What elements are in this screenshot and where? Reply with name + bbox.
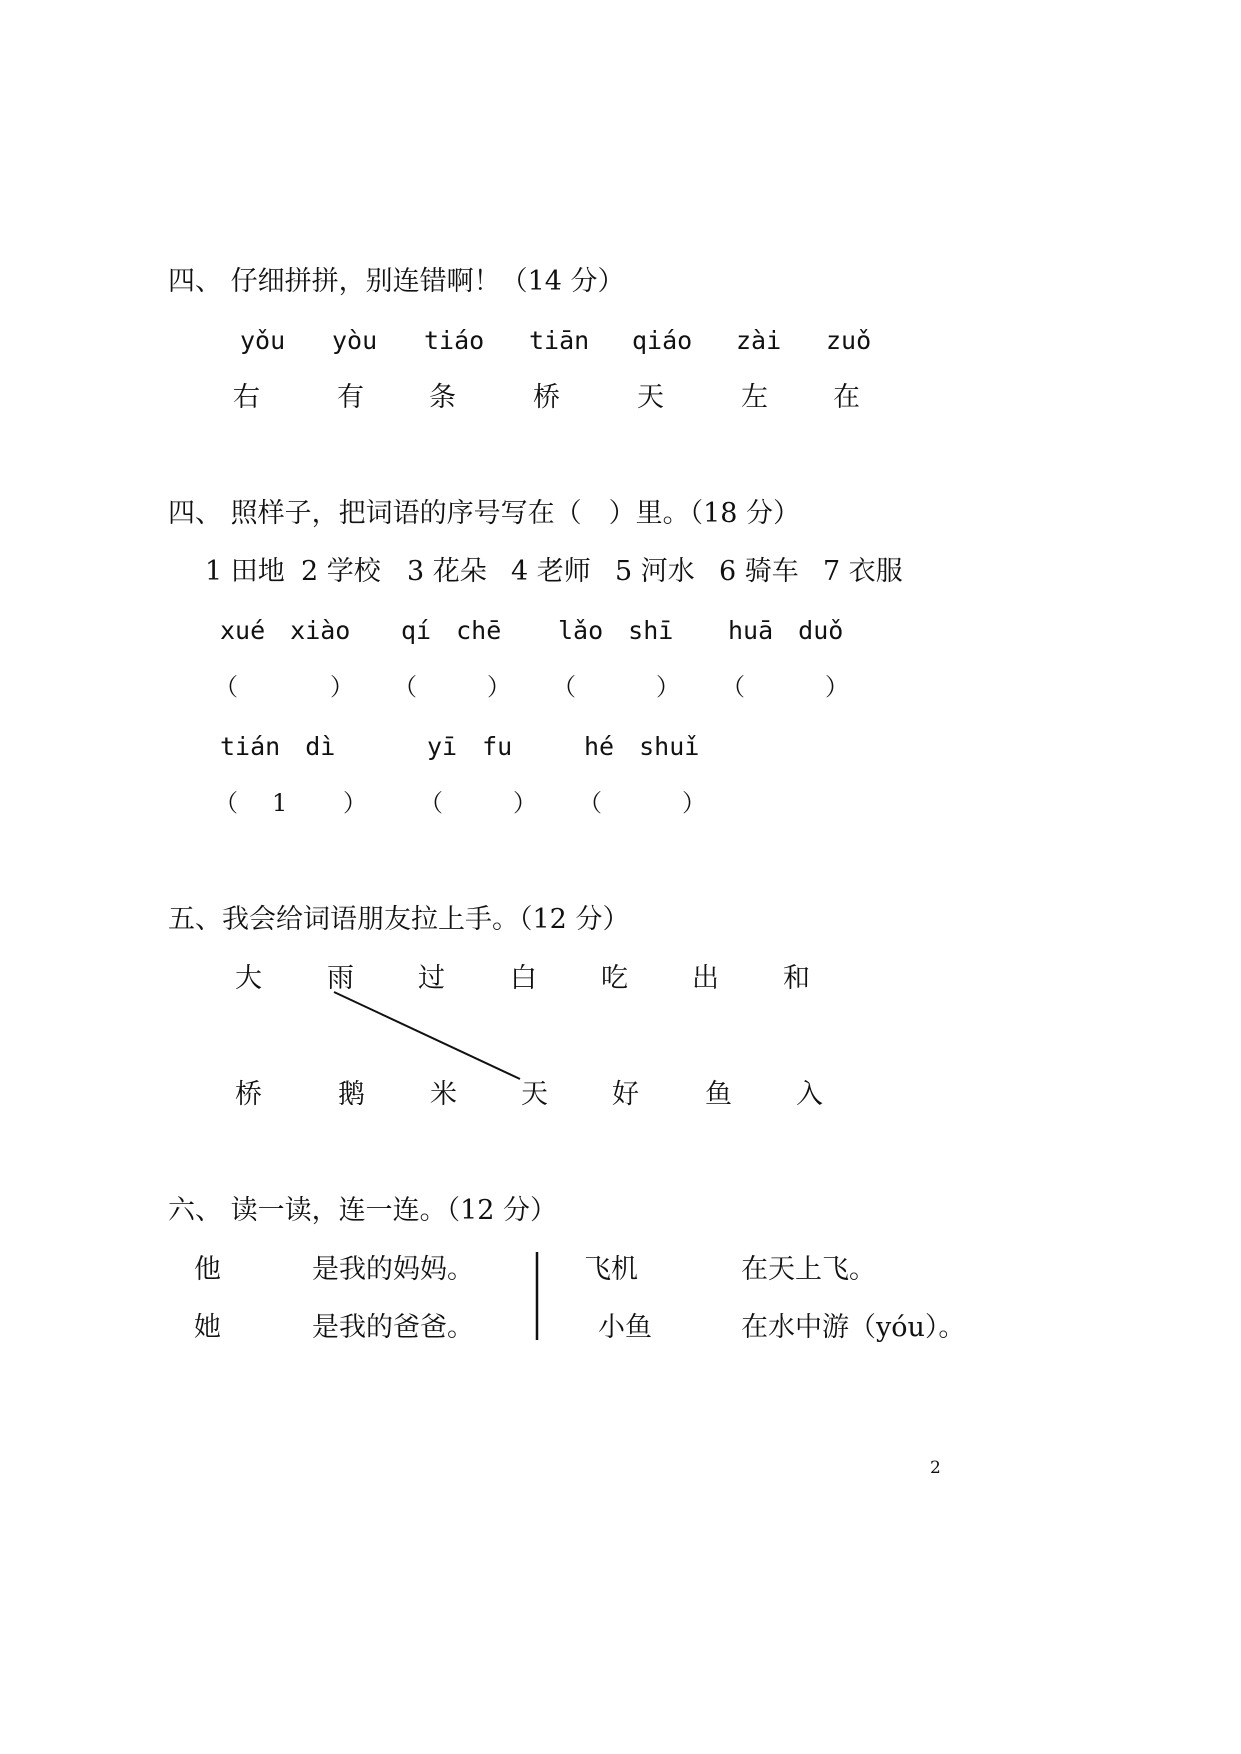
row2-pinyin-3: hé shuǐ (584, 732, 700, 761)
word-list-item: 6 骑车 (719, 556, 799, 587)
word-list-item: 3 花朵 (407, 556, 487, 587)
hanzi-4: 桥 (533, 382, 560, 413)
top-char: 和 (783, 963, 810, 994)
bottom-char: 入 (796, 1079, 823, 1110)
section-2-heading: 四、 照样子，把词语的序号写在（ ）里。（18 分） (168, 498, 801, 529)
bottom-char: 好 (612, 1079, 639, 1110)
left-subject: 他 (194, 1254, 221, 1285)
row2-pinyin-1: tián dì (220, 732, 336, 761)
hanzi-1: 右 (233, 382, 260, 413)
bottom-char: 鱼 (705, 1079, 732, 1110)
bottom-char: 天 (521, 1079, 548, 1110)
right-predicate: 在水中游（yóu）。 (741, 1312, 966, 1343)
hanzi-7: 在 (833, 382, 860, 413)
open-paren: （ (552, 673, 576, 701)
top-char: 雨 (327, 963, 354, 994)
word-list-item: 4 老师 (511, 556, 591, 587)
open-paren: （ (578, 789, 602, 817)
section-3-heading: 五、我会给词语朋友拉上手。（12 分） (168, 904, 630, 935)
section-4-heading: 六、 读一读，连一连。（12 分） (168, 1195, 558, 1226)
pinyin-7: zuǒ (826, 326, 872, 355)
top-char: 出 (692, 963, 719, 994)
open-paren: （ (214, 673, 238, 701)
close-paren: ） (656, 673, 680, 701)
top-char: 白 (510, 963, 537, 994)
right-subject: 小鱼 (598, 1312, 652, 1343)
connector-line (334, 992, 520, 1079)
word-list-item: 1 田地 (205, 556, 285, 587)
bottom-char: 桥 (235, 1079, 262, 1110)
pinyin-3: tiáo (424, 326, 485, 355)
top-char: 大 (235, 963, 262, 994)
bottom-char: 米 (430, 1079, 457, 1110)
pinyin-5: qiáo (632, 326, 693, 355)
bottom-char: 鹅 (338, 1079, 365, 1110)
section-1-heading: 四、 仔细拼拼，别连错啊！（14 分） (168, 266, 625, 297)
row1-pinyin-3: lǎo shī (558, 616, 674, 645)
pinyin-6: zài (736, 326, 782, 355)
close-paren: ） (682, 789, 706, 817)
close-paren: ） (487, 673, 511, 701)
top-char: 吃 (601, 963, 628, 994)
page-number: 2 (930, 1458, 941, 1478)
open-paren: （ (393, 673, 417, 701)
pinyin-1: yǒu (240, 326, 286, 355)
row2-pinyin-2: yī fu (427, 732, 513, 761)
pinyin-4: tiān (529, 326, 590, 355)
hanzi-6: 左 (741, 382, 768, 413)
row1-pinyin-4: huā duǒ (728, 616, 844, 645)
hanzi-3: 条 (429, 382, 456, 413)
top-char: 过 (418, 963, 445, 994)
row1-pinyin-2: qí chē (401, 616, 502, 645)
hanzi-2: 有 (337, 382, 364, 413)
row1-pinyin-1: xué xiào (220, 616, 351, 645)
close-paren: ） (343, 789, 367, 817)
open-paren: （ (214, 789, 238, 817)
answer-blank[interactable]: 1 (272, 789, 288, 817)
left-predicate: 是我的妈妈。 (312, 1254, 474, 1285)
open-paren: （ (419, 789, 443, 817)
word-list-item: 7 衣服 (823, 556, 903, 587)
word-list-item: 5 河水 (615, 556, 695, 587)
word-list-item: 2 学校 (301, 556, 381, 587)
close-paren: ） (513, 789, 537, 817)
right-predicate: 在天上飞。 (741, 1254, 876, 1285)
left-subject: 她 (194, 1312, 221, 1343)
left-predicate: 是我的爸爸。 (312, 1312, 474, 1343)
close-paren: ） (825, 673, 849, 701)
hanzi-5: 天 (637, 382, 664, 413)
close-paren: ） (330, 673, 354, 701)
open-paren: （ (721, 673, 745, 701)
pinyin-2: yòu (332, 326, 378, 355)
right-subject: 飞机 (584, 1254, 638, 1285)
